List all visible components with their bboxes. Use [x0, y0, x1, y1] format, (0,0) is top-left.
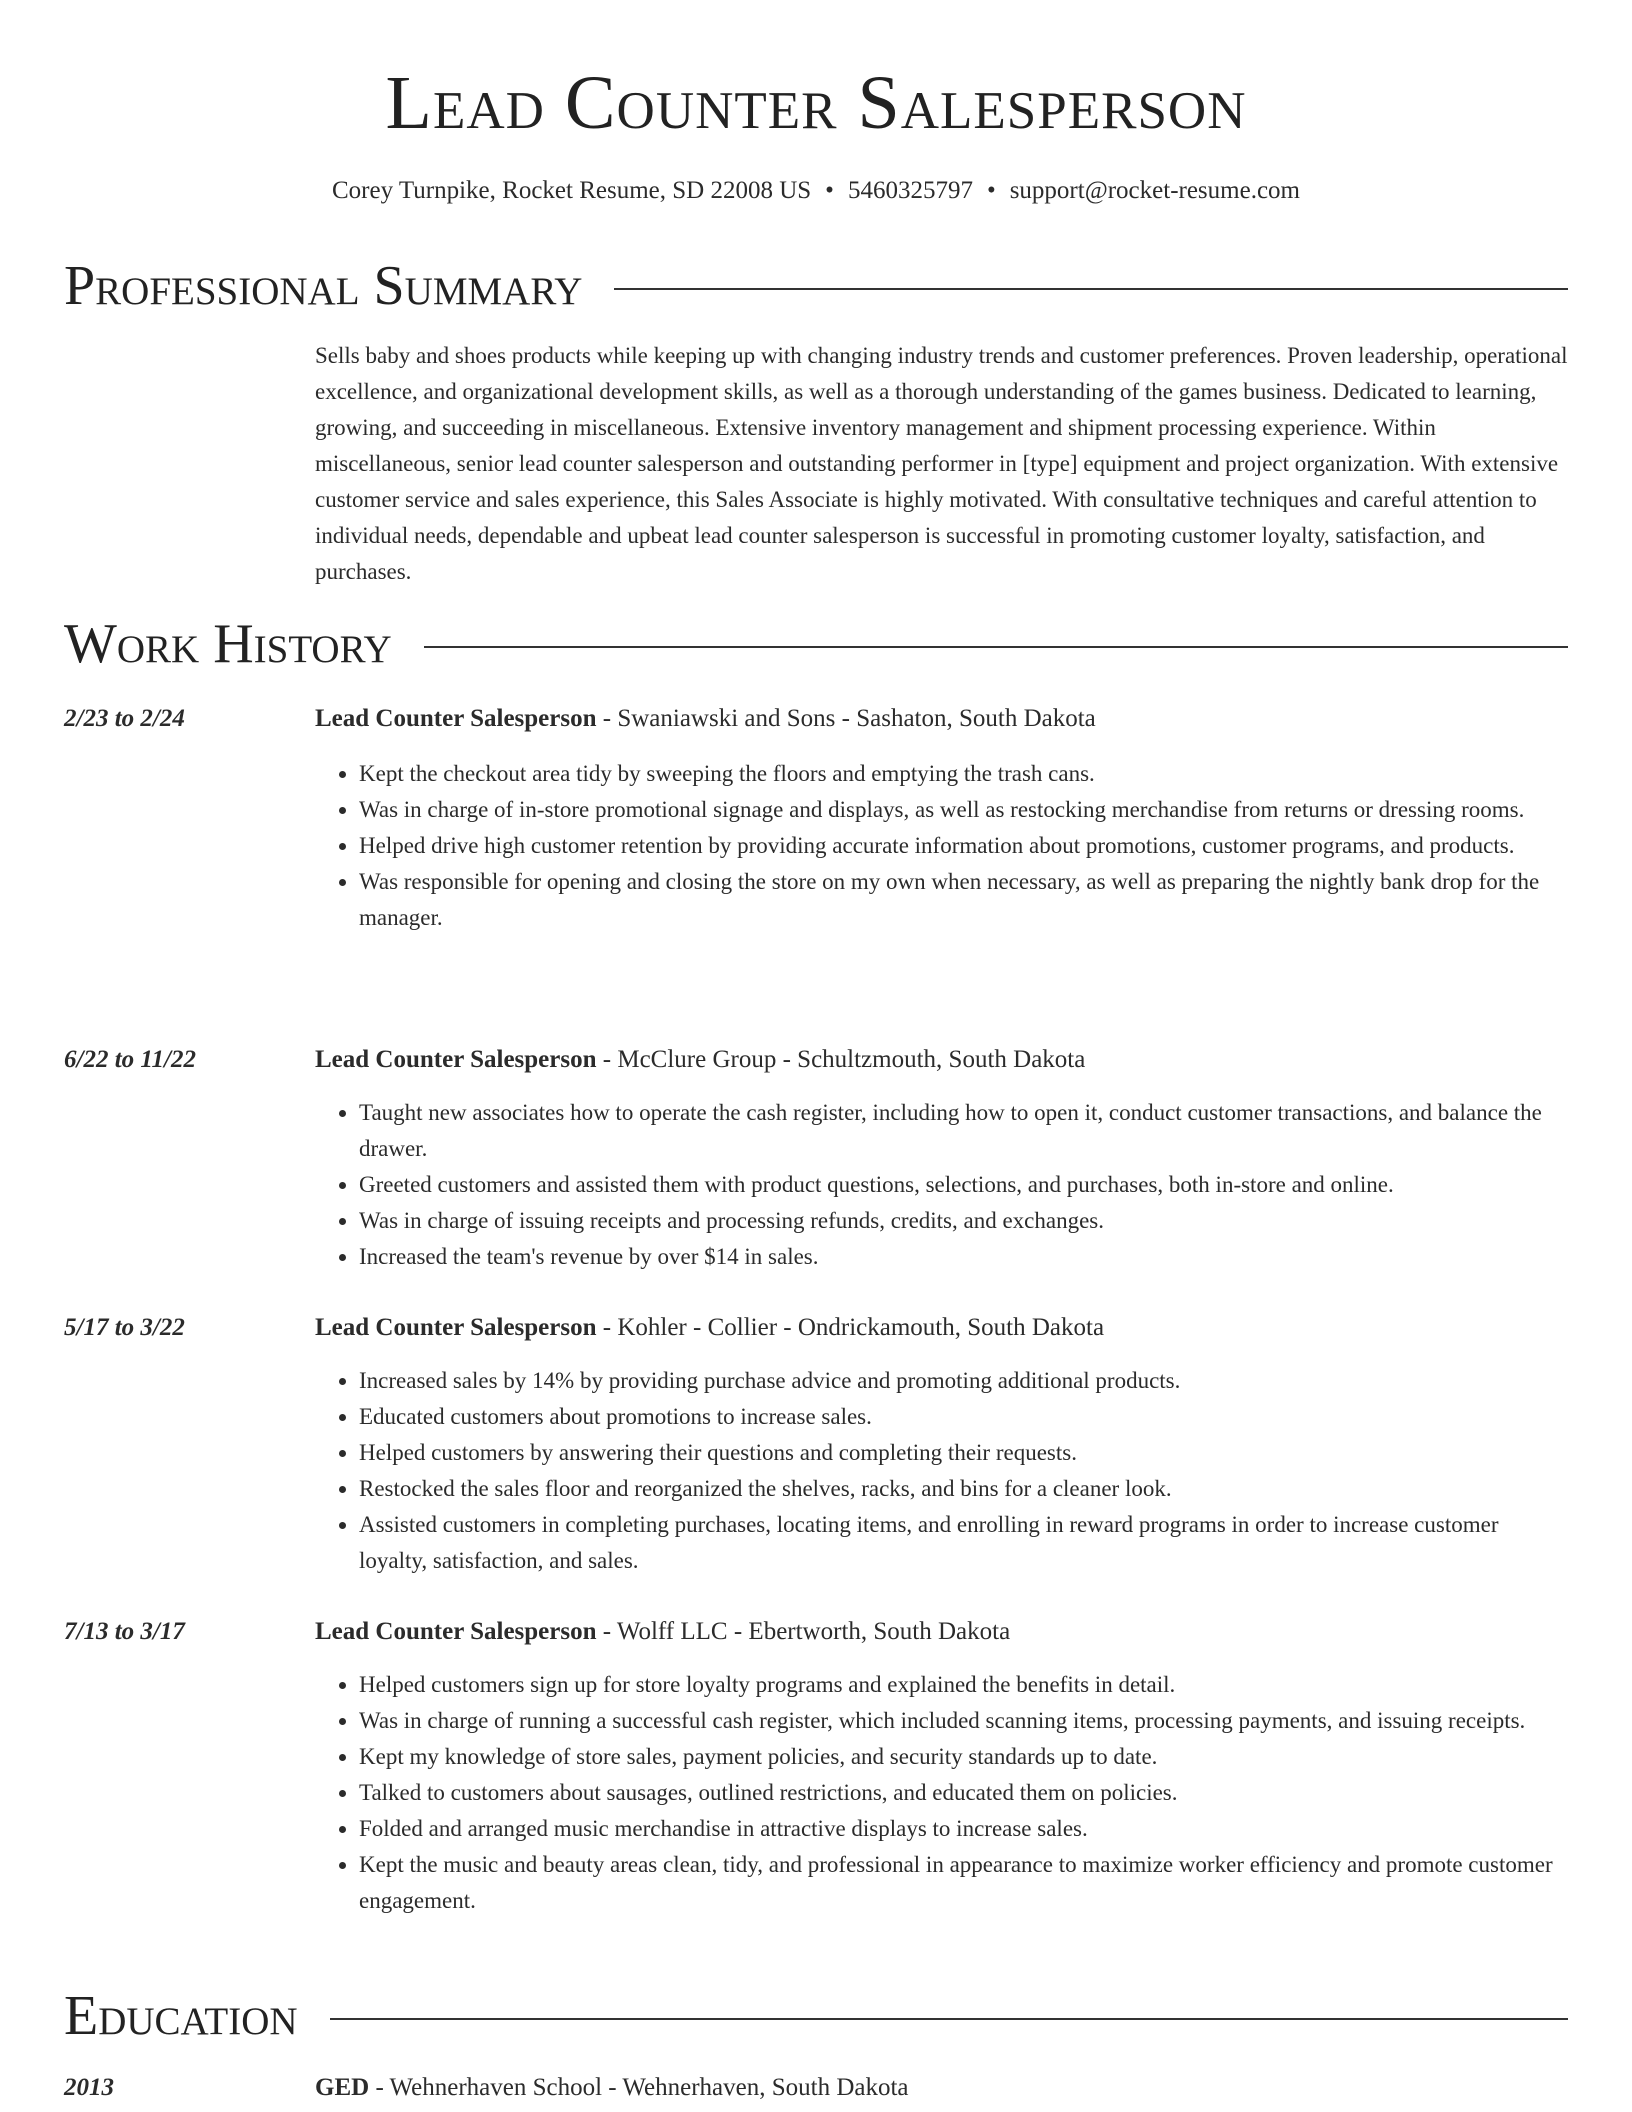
education-heading: Education	[64, 1985, 298, 2047]
summary-text: Sells baby and shoes products while keeping up with changing industry trends and customer preferences. Proven leadership, operational excellence, and organizational development skills, as well as a thorough understanding of the games business. Dedicated to learning, growing, and succeeding in miscellaneous. Extensive inventory management and shipment processing experience. Within miscellaneous, senior lead counter salesperson and outstanding performer in [type] equipment and project organization. With extensive customer service and sales experience, this Sales Associate is highly motivated. With consultative techniques and careful attention to individual needs, dependable and upbeat lead counter salesperson is successful in promoting customer loyalty, satisfaction, and purchases.	[315, 343, 1568, 584]
section-divider	[424, 646, 1568, 648]
contact-separator: •	[986, 177, 996, 204]
job-bullet: • Increased the team's revenue by over $14 in sales.	[359, 1239, 1568, 1275]
job-details: - Swaniawski and Sons - Sashaton, South Dakota	[596, 705, 1096, 732]
job-details: - Kohler - Collier - Ondrickamouth, South Dakota	[596, 1314, 1105, 1341]
job-bullet: • Kept the music and beauty areas clean, tidy, and professional in appearance to maximize worker efficiency and promote customer engagement.	[359, 1847, 1568, 1919]
education-section-header	[64, 1984, 1568, 2048]
job-bullet: • Greeted customers and assisted them with product questions, selections, and purchases, both in-store and online.	[359, 1167, 1568, 1203]
job-bullets	[315, 1667, 1568, 1919]
job-role: Lead Counter Salesperson	[315, 1046, 597, 1073]
job-header	[315, 702, 1568, 736]
job-bullet: • Kept my knowledge of store sales, payment policies, and security standards up to date.	[359, 1739, 1568, 1775]
summary-section-header	[64, 254, 1568, 318]
education-year: 2013	[64, 2074, 114, 2101]
education-degree: GED	[315, 2074, 370, 2101]
contact-phone: 5460325797	[847, 177, 973, 204]
job-bullet: • Restocked the sales floor and reorganized the shelves, racks, and bins for a cleaner look.	[359, 1471, 1568, 1507]
education-header	[315, 2071, 1568, 2105]
contact-email: support@rocket-resume.com	[1009, 177, 1300, 204]
job-dates: 2/23 to 2/24	[64, 705, 185, 732]
contact-address: Corey Turnpike, Rocket Resume, SD 22008 US	[331, 177, 812, 204]
job-bullet: • Helped customers by answering their questions and completing their requests.	[359, 1435, 1568, 1471]
resume-title: Lead Counter Salesperson	[385, 61, 1247, 145]
contact-line	[64, 174, 1568, 208]
education-details: - Wehnerhaven School - Wehnerhaven, South Dakota	[369, 2074, 909, 2101]
section-divider	[614, 288, 1568, 290]
job-bullets	[315, 756, 1568, 936]
job-dates: 6/22 to 11/22	[64, 1046, 196, 1073]
job-role: Lead Counter Salesperson	[315, 1314, 597, 1341]
job-bullet: • Talked to customers about sausages, outlined restrictions, and educated them on policies.	[359, 1775, 1568, 1811]
job-details: - Wolff LLC - Ebertworth, South Dakota	[596, 1618, 1011, 1645]
job-bullet: • Helped customers sign up for store loyalty programs and explained the benefits in detail.	[359, 1667, 1568, 1703]
job-bullet: • Assisted customers in completing purchases, locating items, and enrolling in reward programs in order to increase customer loyalty, satisfaction, and sales.	[359, 1507, 1568, 1579]
job-details: - McClure Group - Schultzmouth, South Dakota	[596, 1046, 1086, 1073]
job-role: Lead Counter Salesperson	[315, 1618, 597, 1645]
job-bullet: • Was in charge of running a successful cash register, which included scanning items, processing payments, and issuing receipts.	[359, 1703, 1568, 1739]
job-bullet: • Was in charge of issuing receipts and processing refunds, credits, and exchanges.	[359, 1203, 1568, 1239]
job-bullet: • Increased sales by 14% by providing purchase advice and promoting additional products.	[359, 1363, 1568, 1399]
job-bullets	[315, 1095, 1568, 1275]
job-role: Lead Counter Salesperson	[315, 705, 597, 732]
job-header	[315, 1311, 1568, 1345]
contact-separator: •	[825, 177, 834, 204]
job-bullet: • Taught new associates how to operate the cash register, including how to open it, conduct customer transactions, and balance the drawer.	[359, 1095, 1568, 1167]
job-bullets	[315, 1363, 1568, 1579]
job-bullet: • Educated customers about promotions to increase sales.	[359, 1399, 1568, 1435]
job-bullet: • Was responsible for opening and closing the store on my own when necessary, as well as preparing the nightly bank drop for the manager.	[359, 864, 1568, 936]
job-header	[315, 1615, 1568, 1649]
work-history-section-header	[64, 612, 1568, 676]
job-bullet: • Was in charge of in-store promotional signage and displays, as well as restocking merchandise from returns or dressing rooms.	[359, 792, 1568, 828]
job-header	[315, 1043, 1568, 1077]
section-divider	[330, 2018, 1568, 2020]
job-bullet: • Helped drive high customer retention by providing accurate information about promotions, customer programs, and products.	[359, 828, 1568, 864]
summary-heading: Professional Summary	[64, 255, 583, 317]
job-dates: 5/17 to 3/22	[64, 1314, 185, 1341]
work-history-heading: Work History	[64, 613, 392, 675]
job-dates: 7/13 to 3/17	[64, 1618, 185, 1645]
job-bullet: • Folded and arranged music merchandise in attractive displays to increase sales.	[359, 1811, 1568, 1847]
job-bullet: • Kept the checkout area tidy by sweeping the floors and emptying the trash cans.	[359, 756, 1568, 792]
